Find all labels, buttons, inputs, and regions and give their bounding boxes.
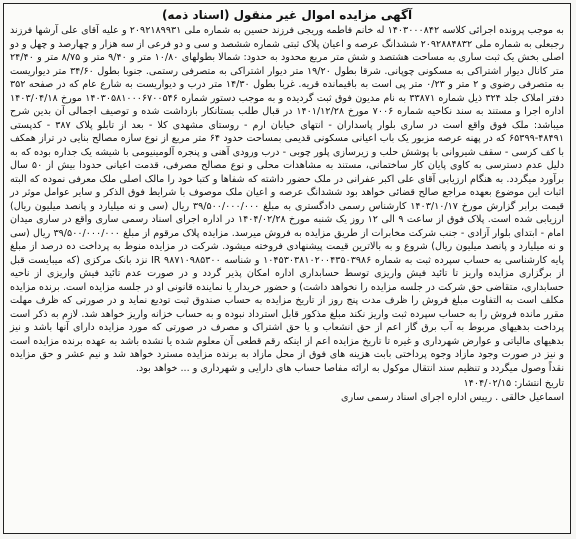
signature-line: اسماعیل خالقی . رییس اداره اجرای اسناد رسمی ساری bbox=[341, 392, 564, 403]
auction-notice bbox=[3, 3, 571, 534]
publication-date-value: ۱۴۰۴/۰۲/۱۵ bbox=[463, 378, 512, 389]
publication-date-label: تاریخ انتشار: bbox=[514, 378, 564, 389]
notice-body: به موجب پرونده اجرائی کلاسه ۱۴۰۳۰۰۰۸۴۲ له خانم فاطمه وریجی فرزند حسین به شماره ملی ۲۰۹۲۱۸۹۹۳۱ و علیه آقای علی آرشها فرزند رجبعلی به شماره ملی ۲۰۹۲۸۸۴۸۳۲ ششدانگ عرصه و اعیان پلاک ثبتی شماره ششصد و سی و دو فرعی از سه هزار و چهارصد و چهل و دو اصلی بخش یک ثبت ساری به مساحت هشتصد و شش متر مربع محدود به حدود: شمالا بطولهای ۱۰/۸۰ متر و ۹/۴۰ متر و ۸/۷۵ متر و ۲۴/۴۰ متر کانال دیوار اشتراکی به مسکونی چوپانی. شرقا بطول ۱۹/۲۰ متر دیوار اشتراکی به متصرفی رستمی. جنوبا بطول ۳۴/۶۰ متر دیواریست به متصرفی رضوی و ۲ متر و ۰/۲۳ متر پی است به باقیمانده قریه. غربا بطول ۱۴/۳۰ متر درب و دیواریست به شارع عام که در صفحه ۳۵۲ دفتر املاک جلد ۳۲۴ ذیل شماره ۳۳۸۷۱ به نام مدیون فوق ثبت گردیده و به موجب دستور شماره ۱۴۰۳۰۵۸۱۰۰۰۶۷۰۰۵۴۶ مورخ ۱۴۰۳/۰۴/۱۸ اداره اجرا و مستند به سند نکاحیه شماره ۷۰۰۶ مورخ ۱۴۰۱/۱۲/۲۸ در قبال طلب بستانکار بازداشت شده و توصیف اجمالی آن بدین شرح میباشد: ملک فوق واقع است در ساری بلوار پاسداران - انتهای خیابان ارم - روستای مشهدی کلا - بعد از تابلو پلاک ۳۸۷ - کدپستی ۴۸۴۹۱-۶۵۳۹۹ که در پهنه عرصه مزبور یک باب اعیانی مسکونی قدیمی بمساحت حدود ۶۴ متر مربع از نوع سازه مصالح بنایی در تراز همکف با کف کرسی - سقف شیروانی با پوشش حلب و زیرسازی پلور چوبی - درب ورودی آهنی و پنجره آلومینیومی با شیشه یک جداره بوده که به دلیل عدم دسترسی به کاوی پایان کار ساختمانی، مستند به مشاهدات محلی و نوع مصالح مصرفی، قدمت اعیانی حدودا بیش از ۵۰ سال برآورد میگردد. به هنگام ارزیابی آقای علی اکبر عفرانی در ملک حضور داشته که شفاها و کتبا خود را مالک اصلی ملک معرفی نموده که البته اثبات این موضوع بعهده مراجع صالح قضائی خواهد بود ششدانگ عرصه و اعیان ملک موصوف با شرایط فوق الذکر و سایر عوامل موثر در قیمت برابر گزارش مورخ ۱۴۰۳/۱۰/۱۷ کارشناس رسمی دادگستری به مبلغ ۳۹/۵۰۰/۰۰۰/۰۰۰ ریال (سی و نه میلیارد و پانصد میلیون ریال) ارزیابی شده است. پلاک فوق از ساعت ۹ الی ۱۲ روز یک شنبه مورخ ۱۴۰۴/۰۲/۲۸ در اداره اجرای اسناد رسمی ساری واقع در ساری میدان امام - ابتدای بلوار آزادی - جنب شرکت مخابرات از طریق مزایده به فروش میرسد. مزایده پلاک مرقوم از مبلغ ۳۹/۵۰۰/۰۰۰/۰۰۰ ریال (سی و نه میلیارد و پانصد میلیون ریال) شروع و به بالاترین قیمت پیشنهادی فروخته میشود. شرکت در مزایده منوط به پرداخت ده درصد از مبلغ پایه کارشناسی به حساب سپرده ثبت به شماره ۱۰۴۵۳۰۳۸۱۰۲۰۰۴۳۵۰۳۹۸۶ و شناسه ۹۸۷۱۰۹۸۵۳۰۰ IR نزد بانک مرکزی (که میبایست قبل از برگزاری مزایده واریز تا تائید فیش واریزی توسط حسابداری اداره امکان پذیر گردد و در صورت عدم تائید فیش واریزی از ناحیه حسابداری، متقاضی حق شرکت در جلسه مزایده را نخواهد داشت) و حضور خریدار یا نماینده قانونی او در جلسه مزایده است. برنده مزایده مکلف است به التفاوت مبلغ فروش را ظرف مدت پنج روز از تاریخ مزایده به حساب صندوق ثبت تودیع نماید و در صورتی که ظرف مهلت مقرر مانده فروش را به حساب سپرده ثبت واریز نکند مبلغ مذکور قابل استرداد نبوده و به حساب خزانه واریز خواهد شد. لازم به ذکر است پرداخت بدهیهای مربوط به آب برق گاز اعم از حق انشعاب و یا حق اشتراک و مصرف در صورتی که مورد مزایده دارای آنها باشد و نیز بدهیهای مالیاتی و عوارض شهرداری و غیره تا تاریخ مزایده اعم از اینکه رقم قطعی آن معلوم شده یا نشده باشد به عهده برنده مزایده است و نیز در صورت وجود مازاد وجوه پرداختی بابت هزینه های فوق از محل مازاد به برنده مزایده مسترد خواهد شد و نیم عشر و حق مزایده نقداً وصول میگردد و تنظیم سند انتقال موکول به ارائه مفاصا حساب های دارایی و شهرداری و ... خواهد بود. bbox=[10, 25, 565, 374]
notice-title: آگهی مزایده اموال غیر منقول (اسناد ذمه) bbox=[161, 8, 413, 22]
publication-date bbox=[10, 377, 564, 391]
